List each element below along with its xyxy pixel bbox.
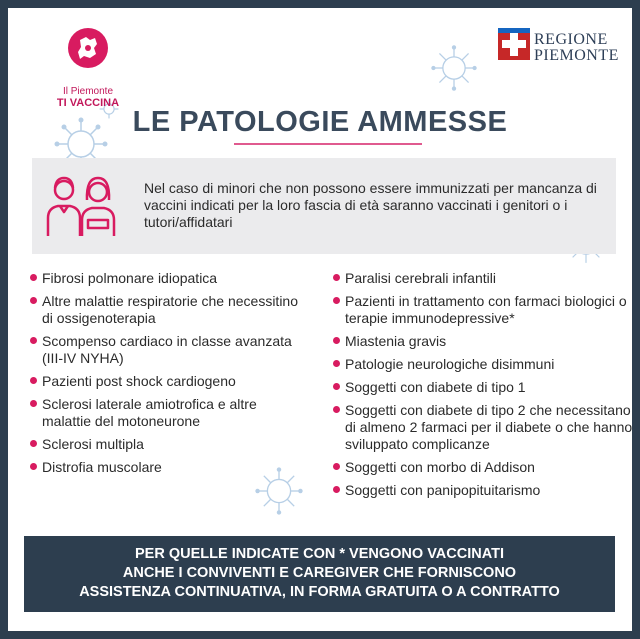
list-item	[333, 293, 632, 327]
bullet-icon	[30, 440, 37, 447]
list-item-text: Miastenia gravis	[345, 333, 447, 349]
bullet-icon	[333, 360, 340, 367]
list-item-text: Distrofia muscolare	[42, 459, 162, 475]
list-item	[333, 482, 632, 499]
logo-line1: Il Piemonte	[62, 86, 114, 97]
list-item-text: Pazienti post shock cardiogeno	[42, 373, 236, 389]
list-item	[333, 379, 632, 396]
bullet-icon	[30, 337, 37, 344]
intro-box	[32, 158, 616, 254]
list-item-text: Soggetti con morbo di Addison	[345, 459, 535, 475]
right-conditions-list	[333, 270, 632, 505]
list-item	[30, 396, 305, 430]
bullet-icon	[30, 377, 37, 384]
bullet-icon	[30, 297, 37, 304]
title-underline	[234, 143, 422, 145]
list-item-text: Altre malattie respiratorie che necessitino di ossigenoterapia	[42, 293, 299, 326]
list-item-text: Paralisi cerebrali infantili	[345, 270, 496, 286]
list-item	[30, 459, 305, 476]
list-item	[30, 293, 305, 327]
list-item-text: Patologie neurologiche disimmuni	[345, 356, 555, 372]
bullet-icon	[30, 274, 37, 281]
list-item	[30, 333, 305, 367]
piemonte-vaccina-logo	[38, 28, 120, 109]
regione-piemonte-shield-icon	[498, 28, 530, 60]
regione-piemonte-logo	[498, 26, 628, 72]
page-title: LE PATOLOGIE AMMESSE	[132, 106, 508, 138]
list-item	[333, 270, 632, 287]
bullet-icon	[333, 406, 340, 413]
bullet-icon	[30, 463, 37, 470]
bullet-icon	[30, 400, 37, 407]
list-item	[30, 270, 305, 287]
list-item-text: Scompenso cardiaco in classe avanzata (III-IV NYHA)	[42, 333, 292, 366]
list-item-text: Soggetti con diabete di tipo 1	[345, 379, 526, 395]
list-item-text: Soggetti con panipopituitarismo	[345, 482, 541, 498]
logo-line2: TI VACCINA	[56, 97, 120, 109]
list-item	[333, 356, 632, 373]
poster-card	[8, 8, 632, 631]
footer-line1: PER QUELLE INDICATE CON * VENGONO VACCINATI	[135, 546, 504, 562]
bullet-icon	[333, 383, 340, 390]
list-item	[333, 333, 632, 350]
footer-line2: ANCHE I CONVIVENTI E CAREGIVER CHE FORNISCONO	[122, 565, 517, 581]
list-item	[30, 373, 305, 390]
list-item	[333, 402, 632, 453]
footer-line3: ASSISTENZA CONTINUATIVA, IN FORMA GRATUITA O A CONTRATTO	[79, 584, 560, 600]
left-conditions-list	[30, 270, 305, 482]
bullet-icon	[333, 463, 340, 470]
list-item-text: Soggetti con diabete di tipo 2 che necessitano di almeno 2 farmaci per il diabete o che hanno sviluppato complicanze	[345, 402, 632, 452]
virus-icon	[430, 44, 478, 92]
list-item-text: Sclerosi laterale amiotrofica e altre malattie del motoneurone	[42, 396, 257, 429]
bullet-icon	[333, 486, 340, 493]
bullet-icon	[333, 297, 340, 304]
footer-note	[24, 536, 615, 612]
intro-text: Nel caso di minori che non possono essere immunizzati per mancanza di vaccini indicati per la loro fascia di età saranno vaccinati i genitori o i tutori/affidatari	[144, 180, 597, 230]
list-item-text: Sclerosi multipla	[42, 436, 144, 452]
regione-label: REGIONE	[534, 31, 608, 48]
piemonte-vaccina-logo-icon	[68, 28, 108, 68]
list-item-text: Fibrosi polmonare idiopatica	[42, 270, 218, 286]
bullet-icon	[333, 274, 340, 281]
list-item-text: Pazienti in trattamento con farmaci biologici o terapie immunodepressive*	[345, 293, 627, 326]
piemonte-label: PIEMONTE	[534, 47, 619, 64]
list-item	[30, 436, 305, 453]
list-item	[333, 459, 632, 476]
bullet-icon	[333, 337, 340, 344]
parents-icon	[44, 172, 118, 238]
